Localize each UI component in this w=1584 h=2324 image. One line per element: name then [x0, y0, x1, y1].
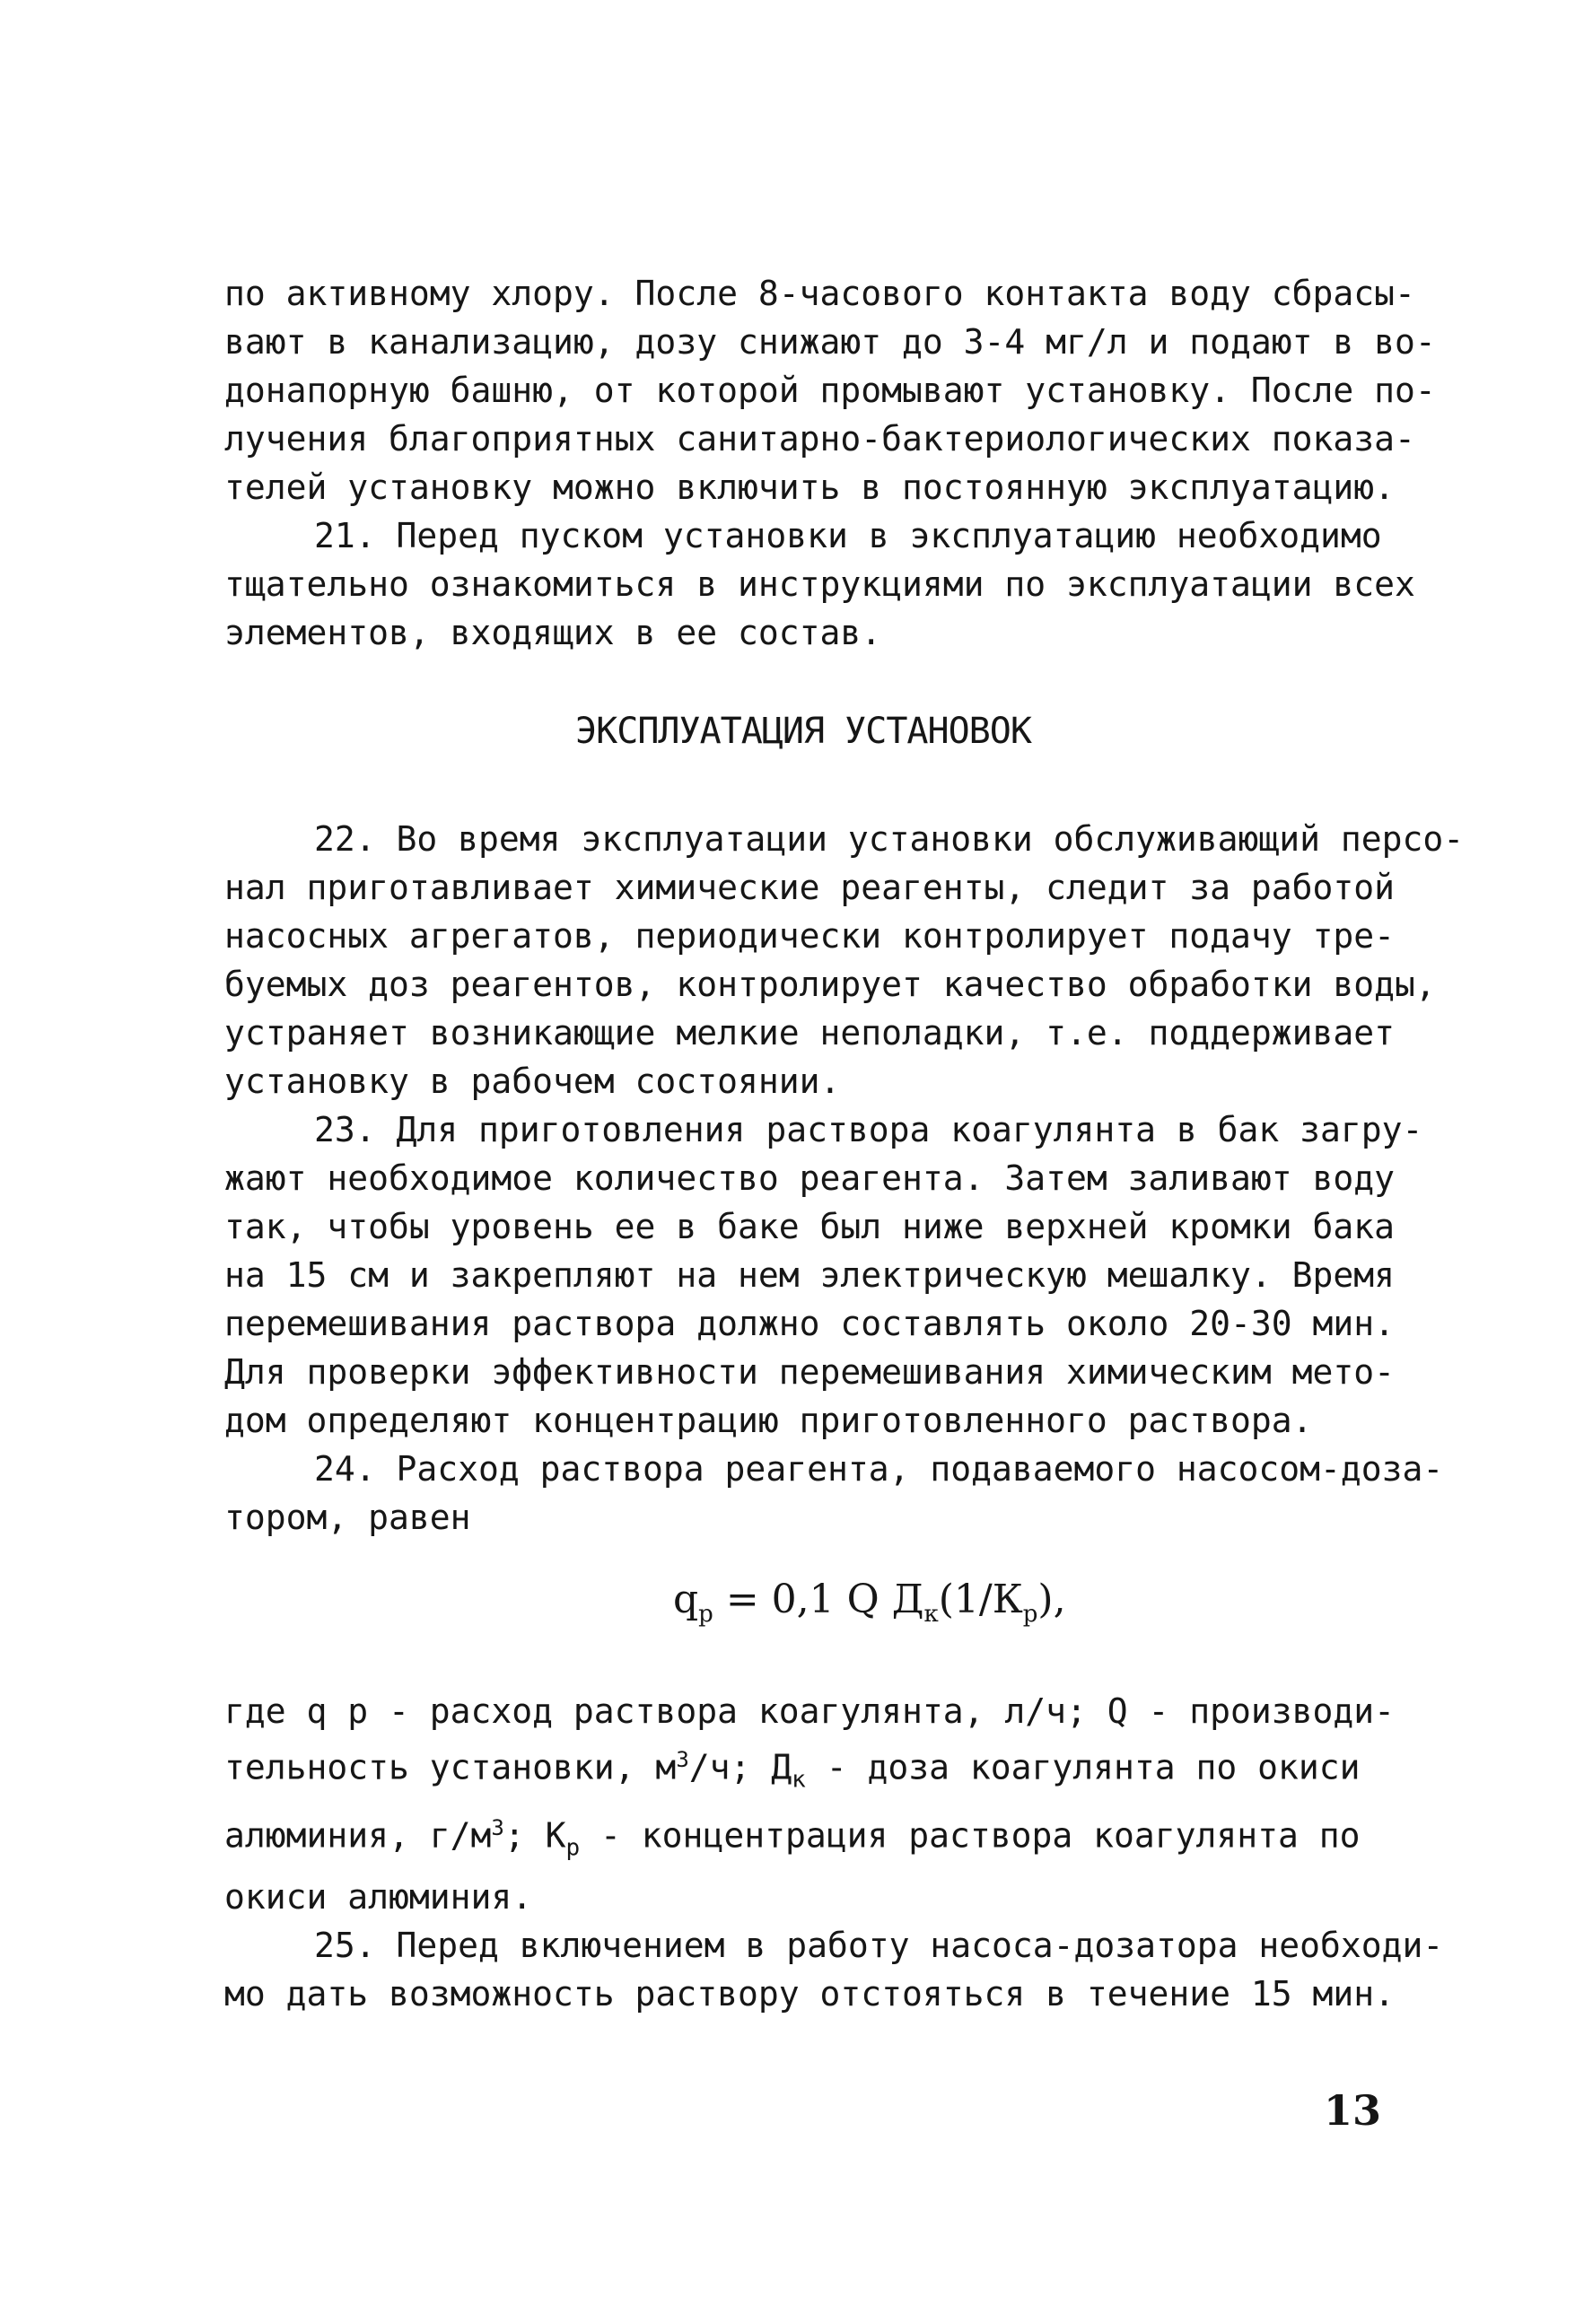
- definitions-line-1: где q р - расход раствора коагулянта, л/ч; Q - производи-: [224, 1691, 1396, 1731]
- text-line: так, чтобы уровень ее в баке был ниже верхней кромки бака: [224, 1207, 1396, 1246]
- text-line: устраняет возникающие мелкие неполадки, т.е. поддерживает: [224, 1013, 1396, 1053]
- text-line: Для проверки эффективности перемешивания химическим мето-: [224, 1352, 1396, 1392]
- text-line: установку в рабочем состоянии.: [224, 1062, 841, 1101]
- formula-d-sub: к: [923, 1600, 939, 1628]
- definitions-line-2-sub: к: [792, 1766, 806, 1794]
- formula-q-sub: р: [698, 1600, 713, 1628]
- definitions-line-2-a: тельность установки, м: [224, 1747, 677, 1787]
- text-line: на 15 см и закрепляют на нем электрическую мешалку. Время: [224, 1255, 1396, 1295]
- definitions-line-3-c: - концентрация раствора коагулянта по: [580, 1815, 1361, 1856]
- text-line: тщательно ознакомиться в инструкциями по эксплуатации всех: [224, 564, 1415, 604]
- definitions-line-2: [224, 1735, 1382, 1804]
- definitions-line-3-b: ; К: [503, 1815, 566, 1856]
- definitions-line-2-b: /ч; Д: [688, 1747, 792, 1787]
- text-line: жают необходимое количество реагента. Затем заливают воду: [224, 1158, 1396, 1198]
- paragraph-25-line-2: мо дать возможность раствору отстояться в течение 15 мин.: [224, 1973, 1396, 2014]
- paragraph-25-line-1: 25. Перед включением в работу насоса-дозатора необходи-: [314, 1925, 1444, 1965]
- formula-middle: = 0,1 Q Д: [713, 1577, 924, 1622]
- text-line: 22. Во время эксплуатации установки обслуживающий персо-: [314, 819, 1465, 859]
- definitions-line-2-c: - доза коагулянта по окиси: [805, 1747, 1361, 1787]
- definitions-line-3-sup: 3: [491, 1815, 504, 1841]
- text-line: телей установку можно включить в постоянную эксплуатацию.: [224, 467, 1396, 507]
- formula-k-sub: р: [1022, 1600, 1038, 1628]
- definitions-line-4: окиси алюминия.: [224, 1876, 533, 1917]
- formula-paren-open: (1/К: [938, 1577, 1023, 1622]
- formula-q: q: [673, 1577, 699, 1622]
- text-line: нал приготавливает химические реагенты, следит за работой: [224, 868, 1396, 907]
- text-line: лучения благоприятных санитарно-бактериологических показа-: [224, 419, 1415, 459]
- section-heading: ЭКСПЛУАТАЦИЯ УСТАНОВОК: [575, 711, 1031, 752]
- text-line: элементов, входящих в ее состав.: [224, 613, 882, 652]
- page-number: 13: [1323, 2086, 1381, 2135]
- text-line: 21. Перед пуском установки в эксплуатацию необходимо: [314, 516, 1382, 555]
- text-line: перемешивания раствора должно составлять около 20-30 мин.: [224, 1304, 1396, 1343]
- formula-reagent-flow: [673, 1575, 1066, 1639]
- paragraph-disinfection: [224, 269, 1436, 657]
- text-line: насосных агрегатов, периодически контролирует подачу тре-: [224, 916, 1396, 956]
- text-line: дом определяют концентрацию приготовленного раствора.: [224, 1401, 1313, 1440]
- text-line: тором, равен: [224, 1498, 471, 1537]
- text-line: буемых доз реагентов, контролирует качество обработки воды,: [224, 965, 1436, 1004]
- text-line: 23. Для приготовления раствора коагулянта в бак загру-: [314, 1110, 1423, 1149]
- text-line: донапорную башню, от которой промывают установку. После по-: [224, 371, 1436, 410]
- definitions-line-3: [224, 1804, 1382, 1872]
- definitions-line-2-sup: 3: [676, 1747, 689, 1772]
- text-line: по активному хлору. После 8-часового контакта воду сбрасы-: [224, 274, 1415, 313]
- paragraph-definitions: [224, 1687, 1444, 2018]
- definitions-line-3-a: алюминия, г/м: [224, 1815, 492, 1856]
- text-line: вают в канализацию, дозу снижают до 3-4 мг/л и подают в во-: [224, 322, 1436, 362]
- text-line: 24. Расход раствора реагента, подаваемого насосом-доза-: [314, 1449, 1444, 1489]
- paragraphs-operation: [224, 815, 1465, 1542]
- definitions-line-3-sub: р: [565, 1834, 581, 1862]
- formula-paren-close: ),: [1037, 1577, 1066, 1622]
